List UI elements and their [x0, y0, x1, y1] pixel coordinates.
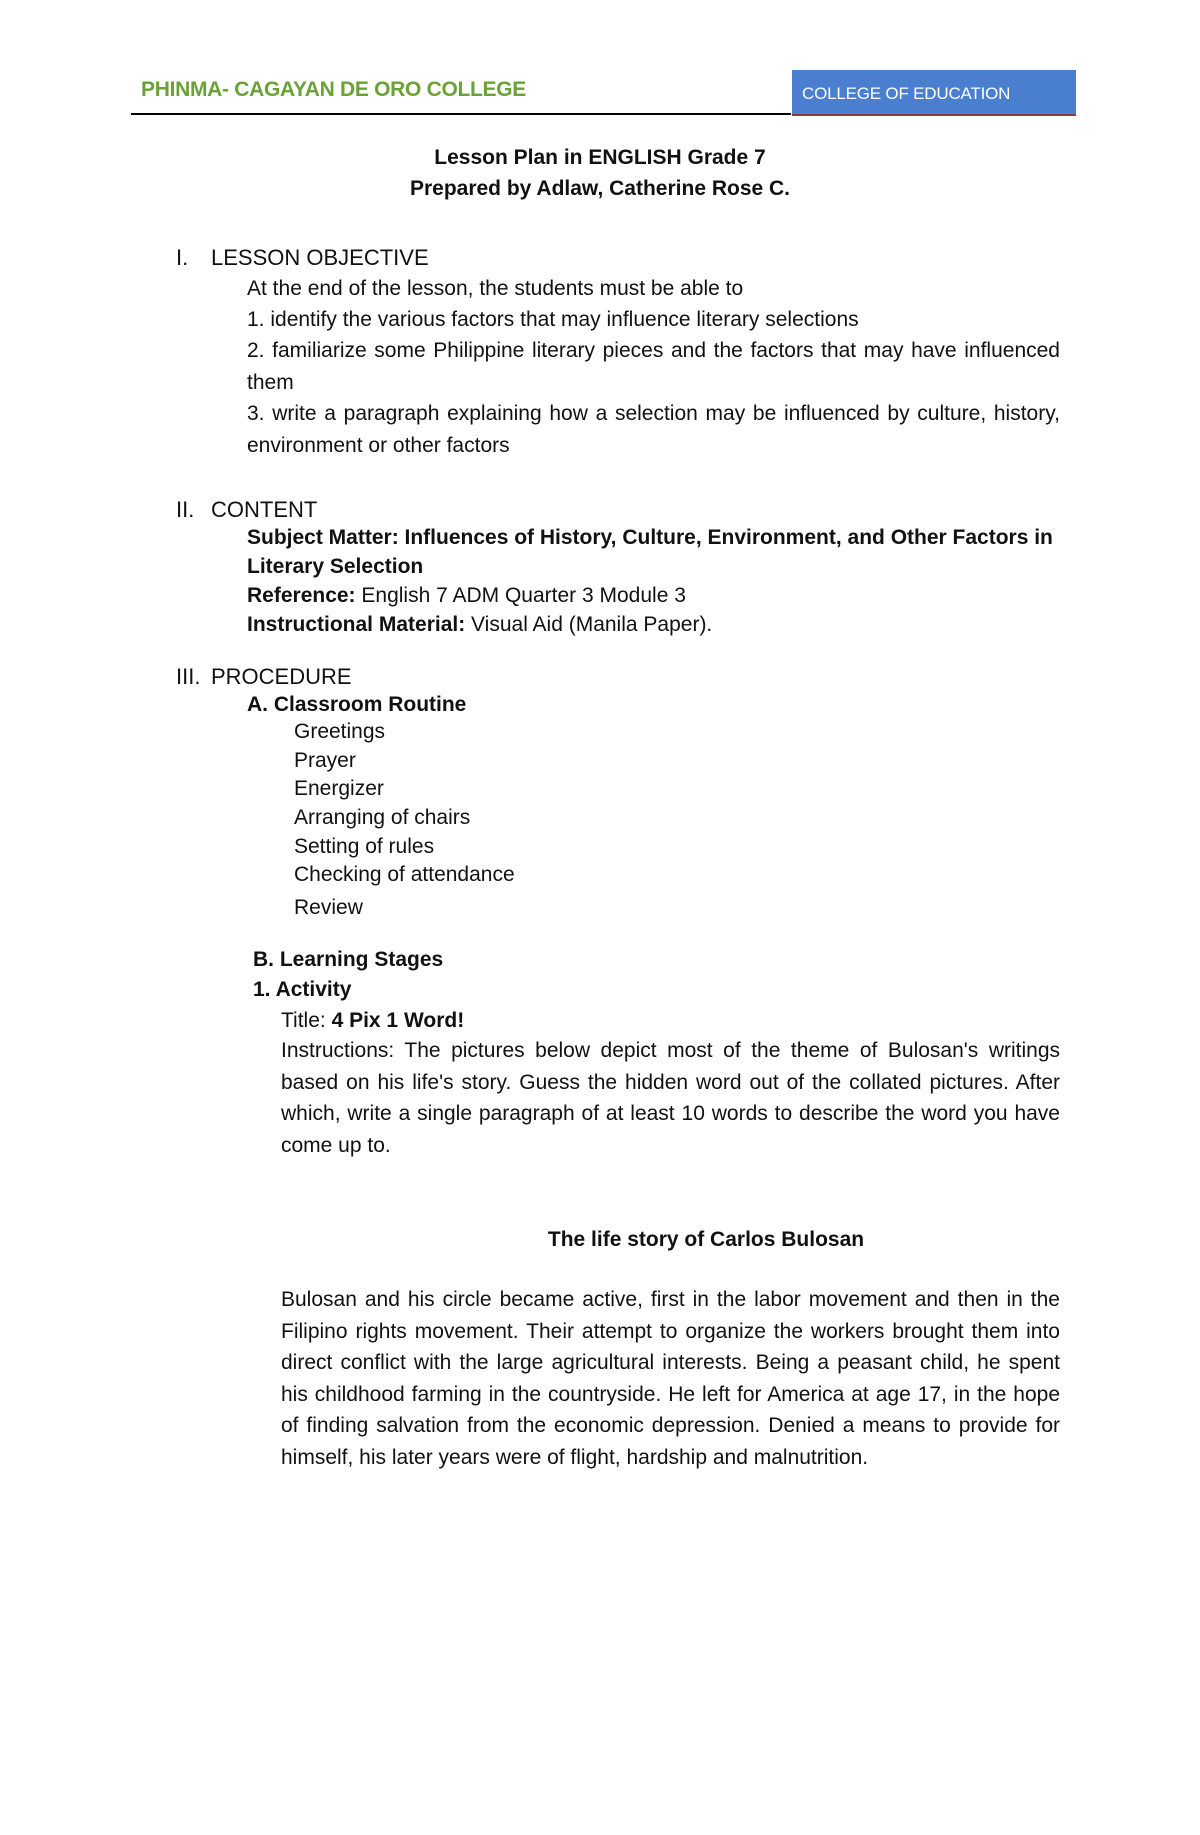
section-content-heading: [176, 494, 317, 525]
section-title: PROCEDURE: [211, 664, 352, 689]
objective-intro: At the end of the lesson, the students must be able to: [247, 277, 744, 300]
reference-value: English 7 ADM Quarter 3 Module 3: [355, 584, 686, 607]
list-item: Prayer: [294, 748, 356, 772]
section-title: LESSON OBJECTIVE: [211, 245, 429, 270]
learning-stages-heading: B. Learning Stages: [253, 948, 444, 971]
activity-title-line: [281, 1005, 464, 1036]
activity-heading: 1. Activity: [253, 978, 352, 1001]
instructional-material-line: [247, 609, 712, 640]
story-body: Bulosan and his circle became active, first in the labor movement and then in the Filipino rights movement. Their attempt to organize the workers brought them into direct conflict with the large agricultural interests. Being a peasant child, he spent his childhood farming in the countryside. He left for America at age 17, in the hope of finding salvation from the economic depression. Denied a means to provide for himself, his later years were of flight, hardship and malnutrition.: [281, 1288, 1060, 1469]
activity-instructions: Instructions: The pictures below depict most of the theme of Bulosan's writings based on his life's story. Guess the hidden word out of the collated pictures. After which, write a single paragraph of at least 10 words to describe the word you have come up to.: [281, 1039, 1060, 1157]
section-number: III.: [176, 664, 201, 689]
section-number: I.: [176, 245, 189, 270]
list-item: Checking of attendance: [294, 863, 515, 887]
objective-item-1: 1. identify the various factors that may influence literary selections: [247, 308, 859, 331]
lesson-plan-title: Lesson Plan in ENGLISH Grade 7: [434, 146, 766, 169]
objective-item-3: 3. write a paragraph explaining how a selection may be influenced by culture, history, environment or other factors: [247, 402, 1060, 457]
document-header: [131, 70, 1076, 116]
subject-matter: Subject Matter: Influences of History, Culture, Environment, and Other Factors in Literary Selection: [247, 526, 1053, 578]
list-item: Energizer: [294, 777, 384, 801]
activity-title-label: Title:: [281, 1009, 332, 1032]
document-title: [0, 142, 1200, 204]
instructional-material-label: Instructional Material:: [247, 613, 466, 636]
section-objective-heading: [176, 242, 429, 273]
list-item: Arranging of chairs: [294, 806, 471, 830]
college-name: PHINMA- CAGAYAN DE ORO COLLEGE: [141, 78, 526, 101]
department-banner: [792, 70, 1076, 116]
activity-title-value: 4 Pix 1 Word!: [331, 1009, 465, 1032]
section-number: II.: [176, 497, 195, 522]
list-item: Setting of rules: [294, 834, 435, 858]
classroom-routine-list: [294, 718, 515, 923]
section-procedure-heading: [176, 661, 352, 692]
list-item: Review: [294, 896, 363, 920]
section-title: CONTENT: [211, 497, 318, 522]
objective-item-2: 2. familiarize some Philippine literary pieces and the factors that may have influenced them: [247, 339, 1060, 394]
list-item: Greetings: [294, 720, 386, 743]
reference-label: Reference:: [247, 584, 356, 607]
prepared-by: Prepared by Adlaw, Catherine Rose C.: [409, 177, 791, 200]
instructional-material-value: Visual Aid (Manila Paper).: [465, 613, 713, 636]
classroom-routine-heading: A. Classroom Routine: [247, 693, 467, 716]
reference-line: [247, 580, 686, 611]
department-label: COLLEGE OF EDUCATION: [802, 84, 1011, 103]
story-title: The life story of Carlos Bulosan: [547, 1228, 865, 1251]
header-rule: [131, 113, 791, 115]
